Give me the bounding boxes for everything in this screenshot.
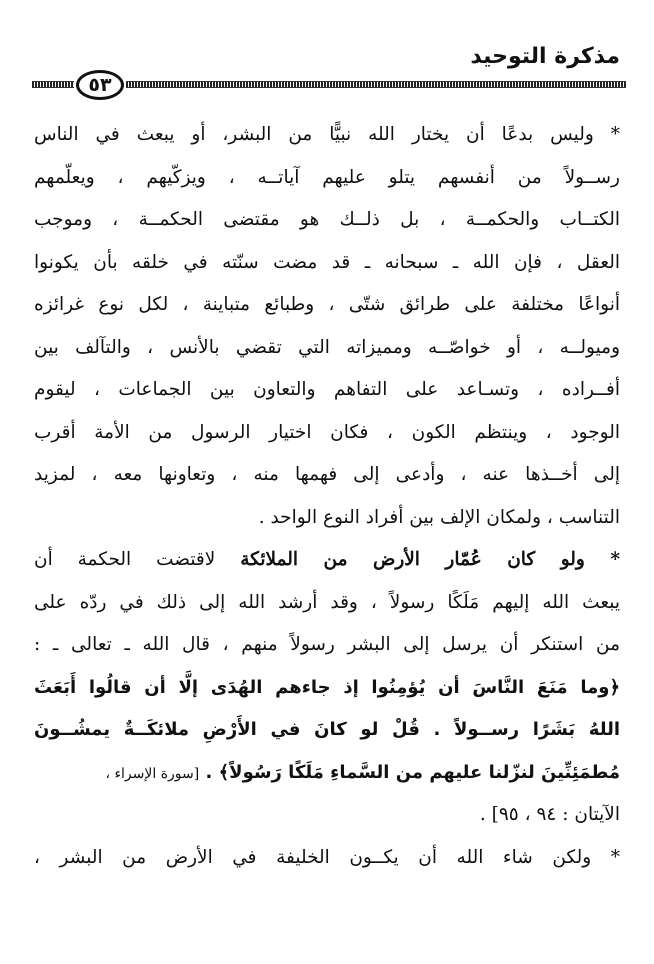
text-line: وميولــه ، أو خواصّــه ومميزاته التي تقضي بالأنس ، والتآلف بين (34, 336, 620, 358)
text-line: الآيتان : ٩٤ ، ٩٥] . (479, 804, 620, 825)
text-line: رســولاً من أنفسهم يتلو عليهم آياتــه ، ويزكّيهم ، ويعلّمهم (34, 166, 620, 188)
header-rule-left (32, 81, 74, 88)
text-line-bold-opening (34, 539, 620, 582)
text-line: من استنكر أن يرسل إلى البشر رسولاً منهم ، قال الله ـ تعالى ـ : (34, 634, 620, 655)
opening-rest: لاقتضت الحكمة أن (34, 549, 241, 570)
page-header (0, 0, 654, 110)
verse-end: مُطمَئِنِّينَ لنزّلنا عليهم من السَّماءِ مَلَكًا رَسُولاً﴾ . (205, 761, 620, 783)
text-line: التناسب ، ولمكان الإلف بين أفراد النوع الواحد . (258, 506, 620, 528)
header-rule-right (126, 81, 626, 88)
text-line: أفــراده ، وتسـاعد على التفاهم والتعاون بين الجماعات ، ليقوم (34, 379, 620, 400)
text-line: أنواعًا مختلفة على طرائق شتّى ، وطبائع متباينة ، لكل نوع غرائزه (34, 294, 620, 315)
verse-line-with-source (34, 752, 620, 795)
text-line: العقل ، فإن الله ـ سبحانه ـ قد مضت سنّته في خلقه بأن يكونوا (34, 251, 620, 273)
text-line: * وليس بدعًا أن يختار الله نبيًّا من البشر، أو يبعث في الناس (34, 124, 620, 145)
text-line: الوجود ، وينتظم الكون ، فكان اختيار الرسول من الأمة أقرب (34, 421, 620, 443)
running-title: مذكرة التوحيد (470, 44, 620, 69)
page-number: ٥٣ (76, 70, 124, 100)
source-reference: [سورة الإسراء ، (105, 765, 200, 782)
text-line: يبعث الله إليهم مَلَكًا رسولاً ، وقد أرشد الله إلى ذلك في ردّه على (34, 591, 620, 613)
text-line: الكتــاب والحكمــة ، بل ذلــك هو مقتضى الحكمــة ، وموجب (34, 209, 620, 230)
text-line: * ولكن شاء الله أن يكــون الخليفة في الأرض من البشر ، (34, 846, 620, 868)
page-body (34, 114, 620, 879)
text-line: إلى أخــذها عنه ، وأدعى إلى فهمها منه ، وتعاونها معه ، لمزيد (34, 464, 620, 485)
verse-line: اللهُ بَشَرًا رســولاً . قُلْ لو كانَ في الأَرْضِ ملائكَــةٌ يمشُــونَ (34, 719, 620, 740)
bold-opening: * ولو كان عُمّار الأرض من الملائكة (240, 549, 620, 570)
verse-line: ﴿وما مَنَعَ النَّاسَ أن يُؤمِنُوا إذ جاءهم الهُدَى إلَّا أن قالُوا أَبَعَثَ (34, 676, 620, 698)
